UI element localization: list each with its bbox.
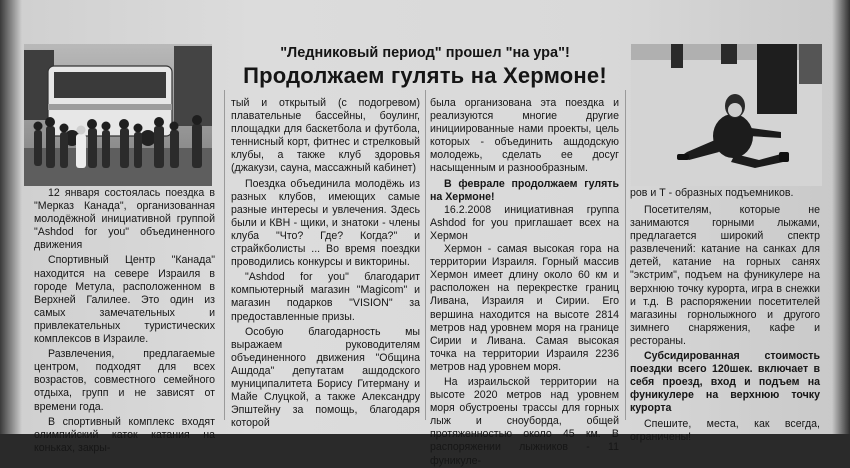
paragraph: Посетителям, которые не занимаются горными лыжами, предлагается широкий спектр развлечений: катание на санках для детей, катание на горных санях "экстрим", подъем на фуникулере на верхнюю точку курорта, игра в снежки и т.д. В распоряжении посетителей магазины горнолыжного и другого зимнего снаряжения, кафе и рестораны. — [630, 204, 820, 347]
text-column-4-continuation — [630, 187, 794, 200]
section-subheading: В феврале продолжаем гулять на Хермоне! — [430, 177, 619, 203]
paragraph: была организована эта поездка и реализуются многие другие инициированные нами проекты, цель которых - объединить ашдодскую молодежь, сделать ее досуг насыщенным и разнообразным. — [430, 97, 619, 175]
ice-rink-photo — [631, 44, 822, 186]
text-column-4 — [630, 204, 820, 444]
paragraph: 16.2.2008 инициативная группа Ashdod for you приглашает всех на Хермон — [430, 203, 619, 242]
paragraph: Хермон - самая высокая гора на территории Израиля. Горный массив Хермон имеет длину около 60 км и расположен на перекрестке границ Ливана, Израиля и Сирии. Его вершина находится на высоте 2814 метров над уровнем моря на границе Сирии и Ливана. Самая высокая точка на территории Израиля 2236 метров над уровнем моря. — [430, 243, 619, 373]
paragraph: В спортивный комплекс входят олимпийский каток катания на коньках, закры- — [34, 415, 215, 454]
text-column-1 — [34, 187, 215, 455]
article-title: Продолжаем гулять на Хермоне! — [243, 63, 607, 88]
text-column-2 — [231, 97, 420, 430]
paragraph: "Ashdod for you" благодарит компьютерный магазин "Magicom" и магазин подарков "VISION" за предоставленные призы. — [231, 271, 420, 323]
paragraph: Спортивный Центр "Канада" находится на севере Израиля в городе Метула, расположенном в Верхней Галилее. Это один из самых замечательных и привлекательных туристических комплексов в Израиле. — [34, 254, 215, 346]
column-divider — [625, 90, 626, 420]
price-highlight: Субсидированная стоимость поездки всего 120шек. включает в себя проезд, вход и подъем на фуникулере на верхнюю точку курорта — [630, 350, 820, 415]
article-kicker: "Ледниковый период" прошел "на ура"! — [280, 45, 570, 61]
paragraph: На израильской территории на высоте 2020 метров над уровнем моря обустроены трассы для горных лыж и сноуборда, общей протяженностью около 45 км. В распоряжении лыжников - 11 фуникуле- — [430, 375, 619, 467]
text-column-3 — [430, 97, 619, 468]
scan-edge-shadow — [0, 0, 22, 434]
column-divider — [224, 90, 225, 420]
paragraph: Особую благодарность мы выражаем руководителям объединенного движения "Община Ашдода" депутатам ашдодского муниципалитета Борису Гитерману и Майе Слуцкой, а также Александру Эпштейну за помощь, благодаря которой — [231, 325, 420, 430]
paragraph: Поездка объединила молодёжь из разных клубов, имеющих самые разные интересы и увлечения. Здесь были и КВН - щики, и знатоки - члены клуба "Что? Где? Когда?" и страйкболисты ... Во время поездки проводились конкурсы и викторины. — [231, 177, 420, 269]
paragraph: тый и открытый (с подогревом) плавательные бассейны, боулинг, площадки для баскетбола и футбола, теннисный корт, фитнес и стрелковый клубы, а также клуб здоровья (джакузи, сауна, массажный кабинет) — [231, 97, 420, 175]
paragraph: Развлечения, предлагаемые центром, подходят для всех возрастов, совместного семейного отдыха, групп и не зависят от времени года. — [34, 348, 215, 413]
bus-group-photo — [24, 44, 212, 186]
paragraph: Спешите, места, как всегда, ограничены! — [630, 417, 820, 443]
article-headline-block — [221, 44, 629, 89]
paragraph: 12 января состоялась поездка в "Мерказ Канада", организованная молодёжной инициативной группой "Ashdod for you" объединенного движения — [34, 187, 215, 252]
paragraph: ров и Т - образных подъемников. — [630, 187, 794, 199]
column-divider — [425, 90, 426, 420]
scan-edge-shadow — [832, 0, 850, 434]
